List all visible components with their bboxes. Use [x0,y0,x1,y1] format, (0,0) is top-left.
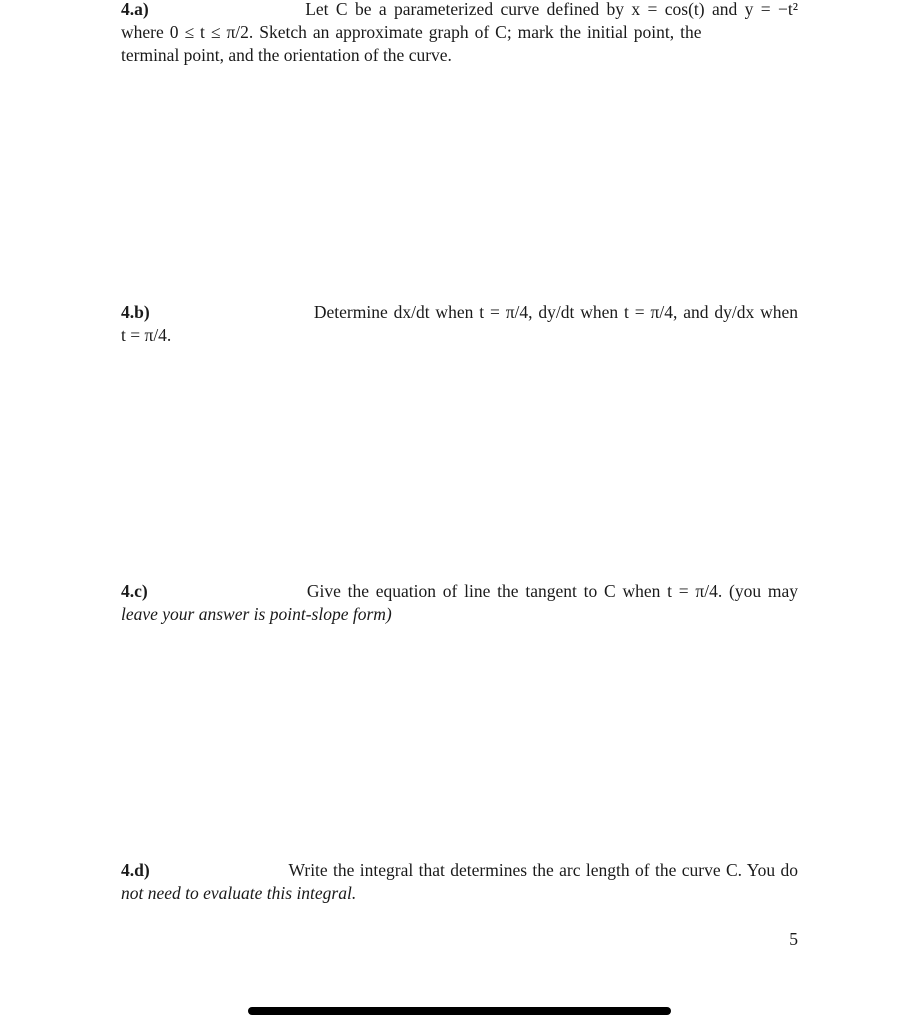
problem-4d-label: 4.d) [121,860,150,880]
problem-4c [121,580,798,626]
problem-4d [121,859,798,905]
problem-4a [121,0,798,67]
problem-4b [121,301,798,347]
problem-4b-text-1: Determine dx/dt when t = π/4, dy/dt when t = π/4, and dy/dx when [313,302,798,322]
problem-4a-line-2: where 0 ≤ t ≤ π/2. Sketch an approximate graph of C; mark the initial point, the [121,22,702,42]
page-number: 5 [789,929,798,949]
problem-4a-label: 4.a) [121,0,149,19]
problem-4d-text-1: Write the integral that determines the arc length of the curve C. You do [288,860,798,880]
problem-4b-line-2: t = π/4. [121,325,172,345]
problem-4a-line-1 [121,0,798,21]
home-indicator-bar[interactable] [248,1007,671,1015]
problem-4b-label: 4.b) [121,302,150,322]
problem-4c-text-1: Give the equation of line the tangent to C when t = π/4. (you may [306,581,798,601]
problem-4c-line-2: leave your answer is point-slope form) [121,604,392,624]
problem-4b-line-1 [121,301,798,324]
problem-4c-label: 4.c) [121,581,148,601]
problem-4a-line-3: terminal point, and the orientation of the curve. [121,45,452,65]
problem-4d-line-1 [121,859,798,882]
problem-4d-line-2: not need to evaluate this integral. [121,883,357,903]
problem-4a-text-1: Let C be a parameterized curve defined by x = cos(t) and y = −t² [305,0,798,19]
problem-4c-line-1 [121,580,798,603]
